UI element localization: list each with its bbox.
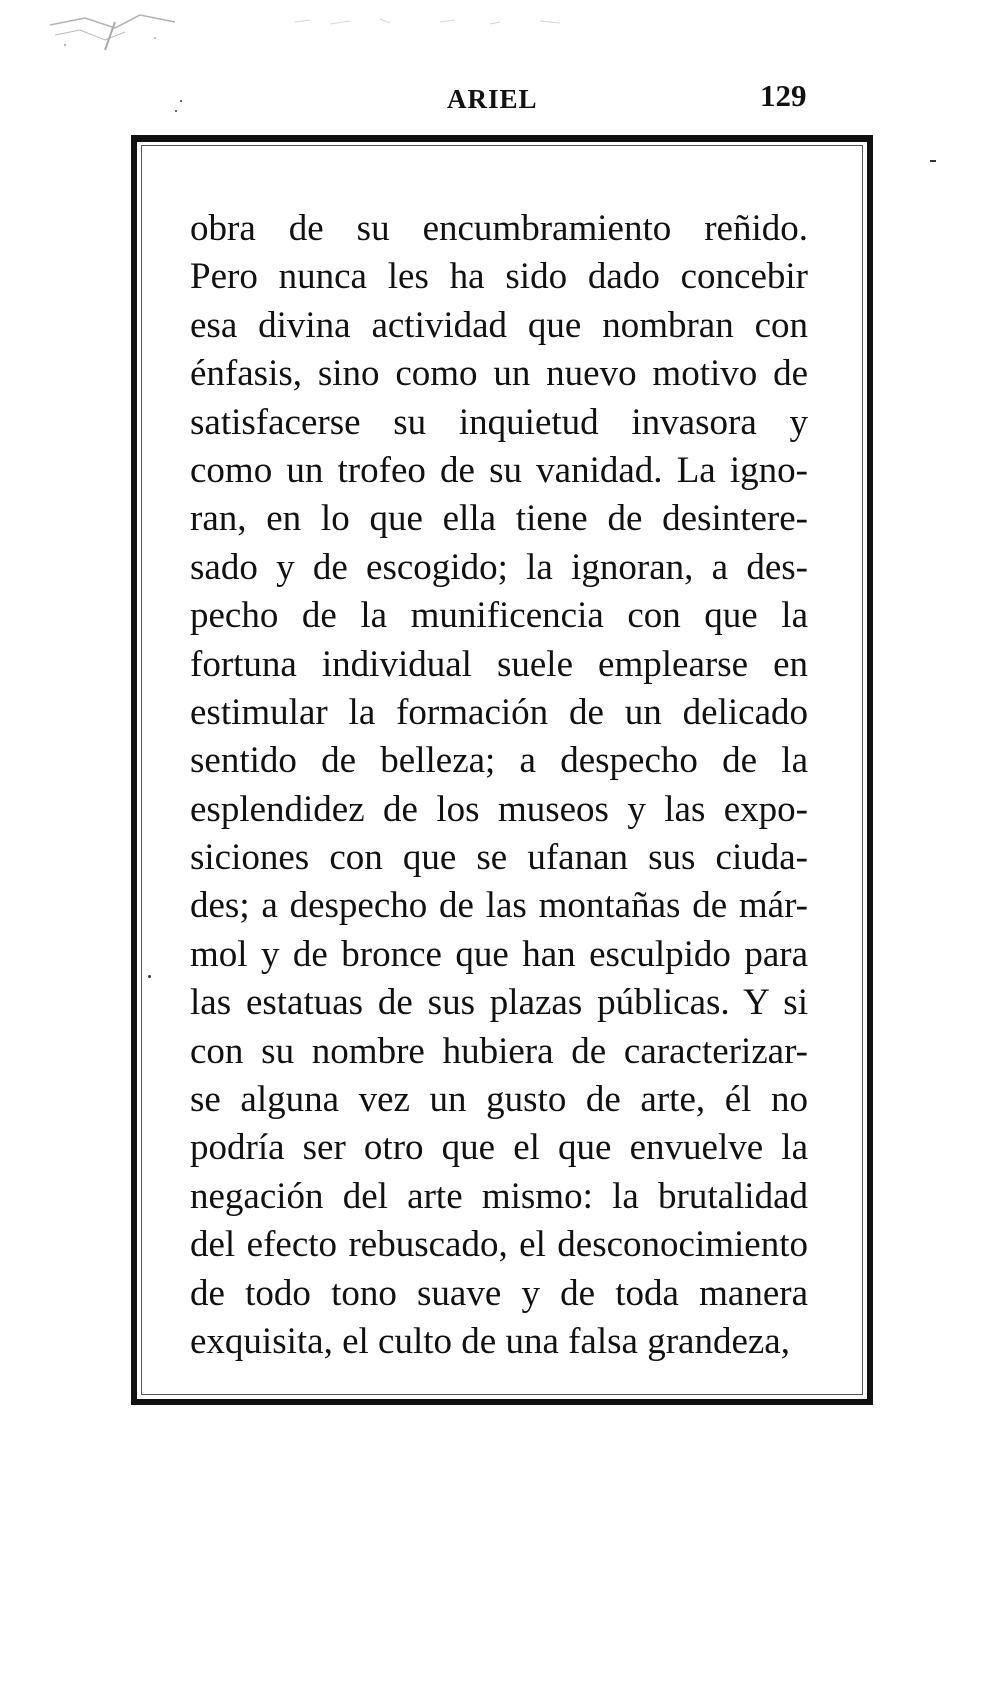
text-line: esplendidez de los museos y las expo- bbox=[190, 788, 808, 830]
text-line: sado y de escogido; la ignoran, a des- bbox=[190, 546, 808, 588]
scan-speck bbox=[180, 100, 182, 102]
text-line: ran, en lo que ella tiene de desintere- bbox=[190, 498, 808, 540]
scan-speck bbox=[175, 110, 177, 112]
text-line: con su nombre hubiera de caracterizar- bbox=[190, 1030, 808, 1072]
text-line: exquisita, el culto de una falsa grandeza, bbox=[190, 1320, 790, 1362]
text-line: énfasis, sino como un nuevo motivo de bbox=[190, 353, 808, 395]
text-line: de todo tono suave y de toda manera bbox=[190, 1272, 808, 1314]
scan-speck bbox=[930, 160, 936, 162]
text-line: podría ser otro que el que envuelve la bbox=[190, 1127, 808, 1169]
text-line: Pero nunca les ha sido dado concebir bbox=[190, 256, 808, 298]
text-line: como un trofeo de su vanidad. La igno- bbox=[190, 449, 808, 491]
text-line: negación del arte mismo: la brutalidad bbox=[190, 1175, 808, 1217]
body-text bbox=[190, 205, 808, 1366]
text-line: siciones con que se ufanan sus ciuda- bbox=[190, 837, 808, 879]
text-line: esa divina actividad que nombran con bbox=[190, 304, 808, 346]
text-line: mol y de bronce que han esculpido para bbox=[190, 933, 808, 975]
page-number: 129 bbox=[760, 78, 807, 113]
text-line: se alguna vez un gusto de arte, él no bbox=[190, 1079, 808, 1121]
text-line: del efecto rebuscado, el desconocimiento bbox=[190, 1224, 808, 1266]
text-line: sentido de belleza; a despecho de la bbox=[190, 740, 808, 782]
scan-speck bbox=[148, 975, 151, 978]
text-line: las estatuas de sus plazas públicas. Y si bbox=[190, 982, 808, 1024]
text-line: satisfacerse su inquietud invasora y bbox=[190, 401, 808, 443]
text-line: fortuna individual suele emplearse en bbox=[190, 643, 808, 685]
text-line: des; a despecho de las montañas de már- bbox=[190, 885, 808, 927]
scan-noise bbox=[45, 10, 195, 55]
running-header-title: ARIEL bbox=[447, 84, 538, 114]
text-line: obra de su encumbramiento reñido. bbox=[190, 208, 808, 249]
scan-noise bbox=[290, 12, 590, 32]
text-line: pecho de la munificencia con que la bbox=[190, 595, 808, 637]
text-line: estimular la formación de un delicado bbox=[190, 691, 808, 733]
